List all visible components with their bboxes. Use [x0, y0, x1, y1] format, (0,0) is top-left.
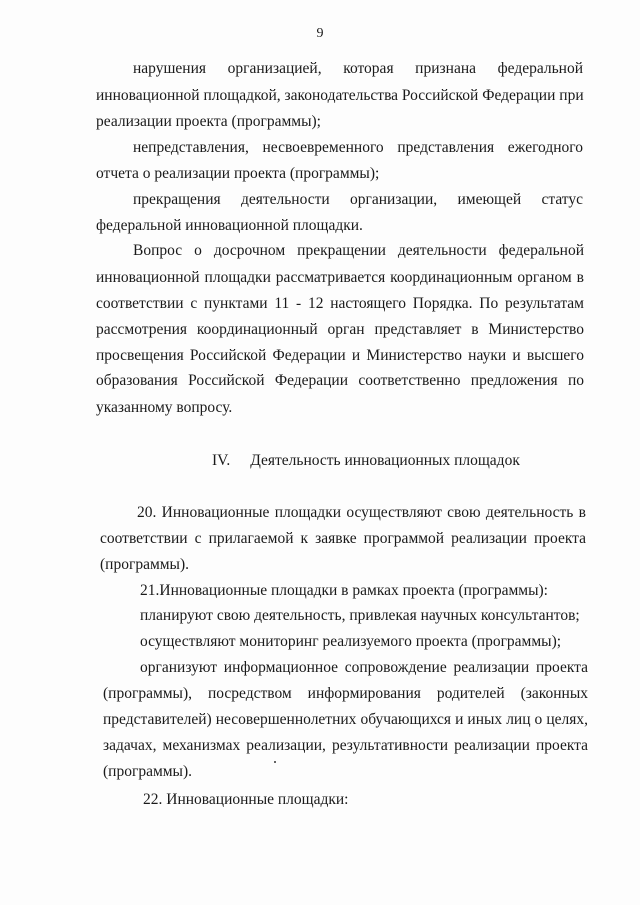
text-line: инновационной площадки рассматривается координационным органом в	[96, 269, 584, 286]
text-line: (программы), посредством информирования родителей (законных	[103, 685, 588, 702]
text-line: непредставления, несвоевременного представления ежегодного	[133, 139, 583, 156]
text-line: соответствии с пунктами 11 - 12 настоящего Порядка. По результатам	[96, 295, 584, 312]
text-line: организуют информационное сопровождение реализации проекта	[140, 659, 588, 676]
page-number: 9	[316, 26, 324, 41]
text-line: 22. Инновационные площадки:	[143, 791, 349, 808]
text-line: 21.Инновационные площадки в рамках проекта (программы):	[140, 582, 548, 599]
text-line: указанному вопросу.	[96, 399, 233, 416]
text-line: просвещения Российской Федерации и Министерство науки и высшего	[96, 347, 584, 364]
scan-speck	[274, 761, 276, 763]
text-line: (программы).	[100, 556, 190, 573]
text-line: рассмотрения координационный орган представляет в Министерство	[96, 321, 584, 338]
text-line: 20. Инновационные площадки осуществляют свою деятельность в	[137, 504, 586, 521]
section-heading	[212, 452, 520, 470]
text-line: задачах, механизмах реализации, результативности реализации проекта	[103, 737, 588, 754]
text-line: реализации проекта (программы);	[96, 113, 321, 130]
text-line: инновационной площадкой, законодательства Российской Федерации при	[96, 87, 584, 104]
text-line: образования Российской Федерации соответственно предложения по	[96, 372, 584, 389]
text-line: планируют свою деятельность, привлекая научных консультантов;	[140, 607, 580, 624]
section-number: IV.	[212, 452, 231, 469]
text-line: (программы).	[103, 763, 193, 780]
text-line: нарушения организацией, которая признана федеральной	[133, 60, 583, 77]
text-line: федеральной инновационной площадки.	[96, 217, 363, 234]
text-line: соответствии с прилагаемой к заявке программой реализации проекта	[100, 530, 586, 547]
text-line: прекращения деятельности организации, имеющей статус	[133, 191, 583, 208]
text-line: отчета о реализации проекта (программы);	[96, 165, 380, 182]
text-line: Вопрос о досрочном прекращении деятельности федеральной	[133, 242, 584, 259]
section-title: Деятельность инновационных площадок	[250, 452, 520, 469]
text-line: осуществляют мониторинг реализуемого проекта (программы);	[140, 633, 562, 650]
text-line: представителей) несовершеннолетних обучающихся и иных лиц о целях,	[103, 711, 588, 728]
